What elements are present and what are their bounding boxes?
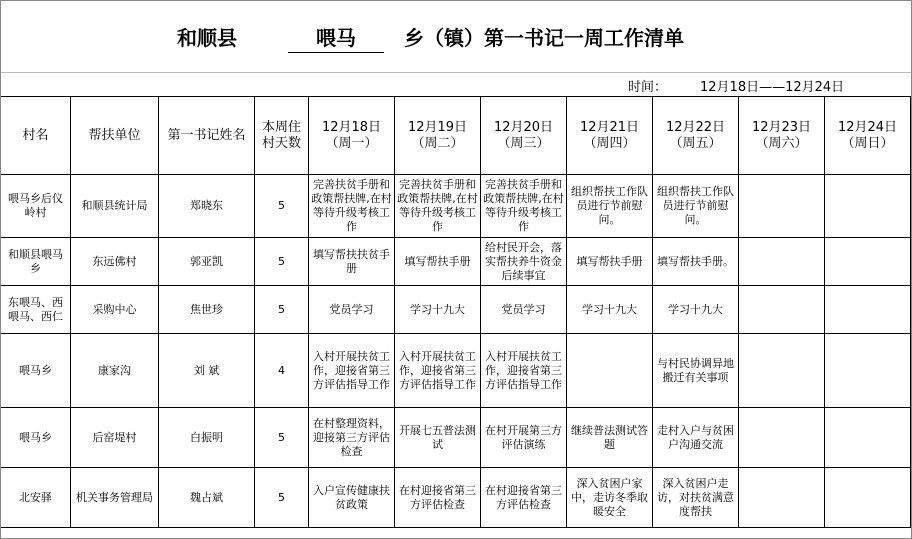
header-weekday: （周三） — [497, 135, 550, 151]
cell-task-sun — [825, 238, 911, 286]
header-days-line2: 村天数 — [261, 135, 301, 151]
cell-secretary: 魏占斌 — [159, 468, 255, 528]
table-row — [1, 408, 911, 468]
cell-task-wed: 党员学习 — [481, 286, 567, 334]
cell-task-tue: 学习十九大 — [395, 286, 481, 334]
table-row — [1, 286, 911, 334]
header-day-5 — [653, 97, 739, 175]
cell-task-wed: 给村民开会，落实帮扶养牛资金后续事宜 — [481, 238, 567, 286]
header-days-line1: 本周住 — [261, 119, 301, 135]
header-weekday: （周五） — [669, 135, 722, 151]
header-date: 12月21日 — [579, 119, 640, 135]
cell-task-thu: 组织帮扶工作队员进行节前慰问。 — [567, 175, 653, 238]
cell-unit: 康家沟 — [71, 334, 159, 408]
cell-unit: 机关事务管理局 — [71, 468, 159, 528]
header-day-6 — [739, 97, 825, 175]
cell-unit: 采购中心 — [71, 286, 159, 334]
header-date: 12月18日 — [321, 119, 382, 135]
cell-task-tue: 入村开展扶贫工作，迎接省第三方评估指导工作 — [395, 334, 481, 408]
cell-task-wed: 完善扶贫手册和政策帮扶牌,在村等待升级考核工作 — [481, 175, 567, 238]
cell-task-sat — [739, 238, 825, 286]
header-date: 12月22日 — [665, 119, 726, 135]
table-row — [1, 468, 911, 528]
cell-days: 5 — [255, 286, 309, 334]
cell-secretary: 焦世珍 — [159, 286, 255, 334]
header-day-3 — [481, 97, 567, 175]
cell-task-fri: 走村入户与贫困户沟通交流 — [653, 408, 739, 468]
table-row — [1, 334, 911, 408]
cell-task-thu: 深入贫困户家中，走访冬季取暖安全 — [567, 468, 653, 528]
cell-secretary: 郭亚凯 — [159, 238, 255, 286]
cell-unit: 东远佛村 — [71, 238, 159, 286]
cell-days: 4 — [255, 334, 309, 408]
cell-task-sat — [739, 408, 825, 468]
header-date: 12月19日 — [407, 119, 468, 135]
time-label: 时间： — [628, 80, 668, 95]
cell-village: 喂马乡后仪岭村 — [1, 175, 71, 238]
cell-task-thu: 继续普法测试答题 — [567, 408, 653, 468]
header-unit: 帮扶单位 — [71, 97, 159, 175]
cell-task-mon: 入户宣传健康扶贫政策 — [309, 468, 395, 528]
cell-task-thu — [567, 334, 653, 408]
cell-task-tue: 填写帮扶手册 — [395, 238, 481, 286]
cell-task-sat — [739, 468, 825, 528]
cell-days: 5 — [255, 408, 309, 468]
cell-days: 5 — [255, 468, 309, 528]
header-row — [1, 97, 911, 175]
cell-task-mon: 在村整理资料，迎接第三方评估检查 — [309, 408, 395, 468]
cell-task-sun — [825, 334, 911, 408]
cell-task-tue: 完善扶贫手册和政策帮扶牌,在村等待升级考核工作 — [395, 175, 481, 238]
cell-task-wed: 在村开展第三方评估演练 — [481, 408, 567, 468]
cell-secretary: 白振明 — [159, 408, 255, 468]
title-rest: 乡（镇）第一书记一周工作清单 — [404, 26, 684, 50]
cell-secretary: 刘 斌 — [159, 334, 255, 408]
cell-task-sun — [825, 175, 911, 238]
cell-village: 和顺县喂马乡 — [1, 238, 71, 286]
cell-task-tue: 开展七五普法测试 — [395, 408, 481, 468]
cell-task-fri: 深入贫困户走访，对扶贫满意度帮扶 — [653, 468, 739, 528]
header-weekday: （周二） — [411, 135, 464, 151]
title-county: 和顺县 — [177, 26, 237, 50]
cell-task-sat — [739, 175, 825, 238]
cell-task-wed: 入村开展扶贫工作，迎接省第三方评估指导工作 — [481, 334, 567, 408]
cell-task-fri: 学习十九大 — [653, 286, 739, 334]
header-day-7 — [825, 97, 911, 175]
header-date: 12月20日 — [493, 119, 554, 135]
cell-task-thu: 学习十九大 — [567, 286, 653, 334]
cell-task-mon: 完善扶贫手册和政策帮扶牌,在村等待升级考核工作 — [309, 175, 395, 238]
cell-task-sun — [825, 286, 911, 334]
header-date: 12月24日 — [837, 119, 898, 135]
cell-unit: 和顺县统计局 — [71, 175, 159, 238]
header-weekday: （周六） — [755, 135, 808, 151]
cell-task-mon: 党员学习 — [309, 286, 395, 334]
cell-days: 5 — [255, 238, 309, 286]
time-row — [0, 72, 912, 97]
header-village: 村名 — [1, 97, 71, 175]
cell-task-sat — [739, 334, 825, 408]
worklist-table — [0, 96, 911, 528]
cell-village: 北安驿 — [1, 468, 71, 528]
header-days — [255, 97, 309, 175]
time-value: 12月18日——12月24日 — [700, 80, 845, 95]
cell-days: 5 — [255, 175, 309, 238]
cell-unit: 后窑堤村 — [71, 408, 159, 468]
header-day-2 — [395, 97, 481, 175]
cell-task-tue: 在村迎接省第三方评估检查 — [395, 468, 481, 528]
cell-task-sun — [825, 408, 911, 468]
cell-village: 喂马乡 — [1, 334, 71, 408]
cell-task-fri: 填写帮扶手册。 — [653, 238, 739, 286]
title-town: 喂马 — [288, 22, 384, 53]
cell-task-sat — [739, 286, 825, 334]
cell-task-wed: 在村迎接省第三方评估检查 — [481, 468, 567, 528]
table-row — [1, 238, 911, 286]
cell-task-sun — [825, 468, 911, 528]
cell-village: 东喂马、西喂马、西仁 — [1, 286, 71, 334]
header-weekday: （周四） — [583, 135, 636, 151]
cell-task-mon: 填写帮扶扶贫手册 — [309, 238, 395, 286]
header-date: 12月23日 — [751, 119, 812, 135]
cell-village: 喂马乡 — [1, 408, 71, 468]
header-day-4 — [567, 97, 653, 175]
header-day-1 — [309, 97, 395, 175]
cell-task-thu: 填写帮扶手册 — [567, 238, 653, 286]
header-secretary: 第一书记姓名 — [159, 97, 255, 175]
cell-task-fri: 组织帮扶工作队员进行节前慰问。 — [653, 175, 739, 238]
title-row — [0, 0, 912, 73]
header-weekday: （周一） — [325, 135, 378, 151]
cell-task-mon: 入村开展扶贫工作，迎接省第三方评估指导工作 — [309, 334, 395, 408]
cell-secretary: 郑晓东 — [159, 175, 255, 238]
cell-task-fri: 与村民协调异地搬迁有关事项 — [653, 334, 739, 408]
header-weekday: （周日） — [841, 135, 894, 151]
table-row — [1, 175, 911, 238]
